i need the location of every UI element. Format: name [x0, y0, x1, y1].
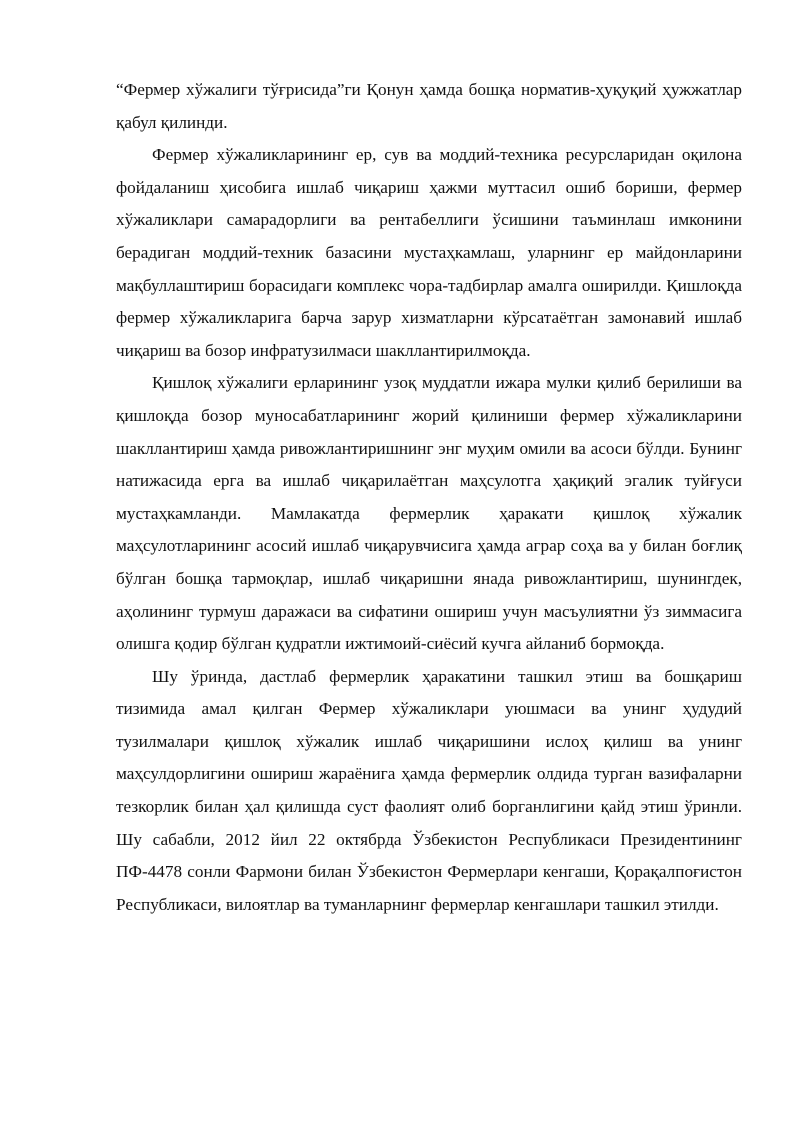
paragraph-4: Шу ўринда, дастлаб фермерлик ҳаракатини ташкил этиш ва бошқариш тизимида амал қилган Фермер хўжаликлари уюшмаси ва унинг ҳудудий тузилмалари қишлоқ хўжалик ишлаб чиқаришини ислоҳ қилиш ва унинг маҳсулдорлигини ошириш жараёнига ҳамда фермерлик олдида турган вазифаларни тезкорлик билан ҳал қилишда суст фаолият олиб борганлигини қайд этиш ўринли. Шу сабабли, 2012 йил 22 октябрда Ўзбекистон Республикаси Президентининг ПФ-4478 сонли Фармони билан Ўзбекистон Фермерлари кенгаши, Қорақалпоғистон Республикаси, вилоятлар ва туманларнинг фермерлар кенгашлари ташкил этилди.: [116, 666, 742, 914]
paragraph-1: “Фермер хўжалиги тўғрисида”ги Қонун ҳамда бошқа норматив-ҳуқуқий ҳужжатлар қабул қилинди.: [116, 80, 742, 132]
document-page: [116, 74, 742, 921]
paragraph-2: Фермер хўжаликларининг ер, сув ва моддий-техника ресурсларидан оқилона фойдаланиш ҳисобига ишлаб чиқариш ҳажми муттасил ошиб бориши, фермер хўжаликлари самарадорлиги ва рентабеллиги ўсишини таъминлаш имконини берадиган моддий-техник базасини мустаҳкамлаш, уларнинг ер майдонларини мақбуллаштириш борасидаги комплекс чора-тадбирлар амалга оширилди. Қишлоқда фермер хўжаликларига барча зарур хизматларни кўрсатаётган замонавий ишлаб чиқариш ва бозор инфратузилмаси шакллантирилмоқда.: [116, 145, 742, 360]
paragraph-3: Қишлоқ хўжалиги ерларининг узоқ муддатли ижара мулки қилиб берилиши ва қишлоқда бозор муносабатларининг жорий қилиниши фермер хўжаликларини шакллантириш ҳамда ривожлантиришнинг энг муҳим омили ва асоси бўлди. Бунинг натижасида ерга ва ишлаб чиқарилаётган маҳсулотга ҳақиқий эгалик туйғуси мустаҳкамланди. Мамлакатда фермерлик ҳаракати қишлоқ хўжалик маҳсулотларининг асосий ишлаб чиқарувчисига ҳамда аграр соҳа ва у билан боғлиқ бўлган бошқа тармоқлар, ишлаб чиқаришни янада ривожлантириш, шунингдек, аҳолининг турмуш даражаси ва сифатини ошириш учун масъулиятни ўз зиммасига олишга қодир бўлган қудратли ижтимоий-сиёсий кучга айланиб бормоқда.: [116, 373, 742, 654]
